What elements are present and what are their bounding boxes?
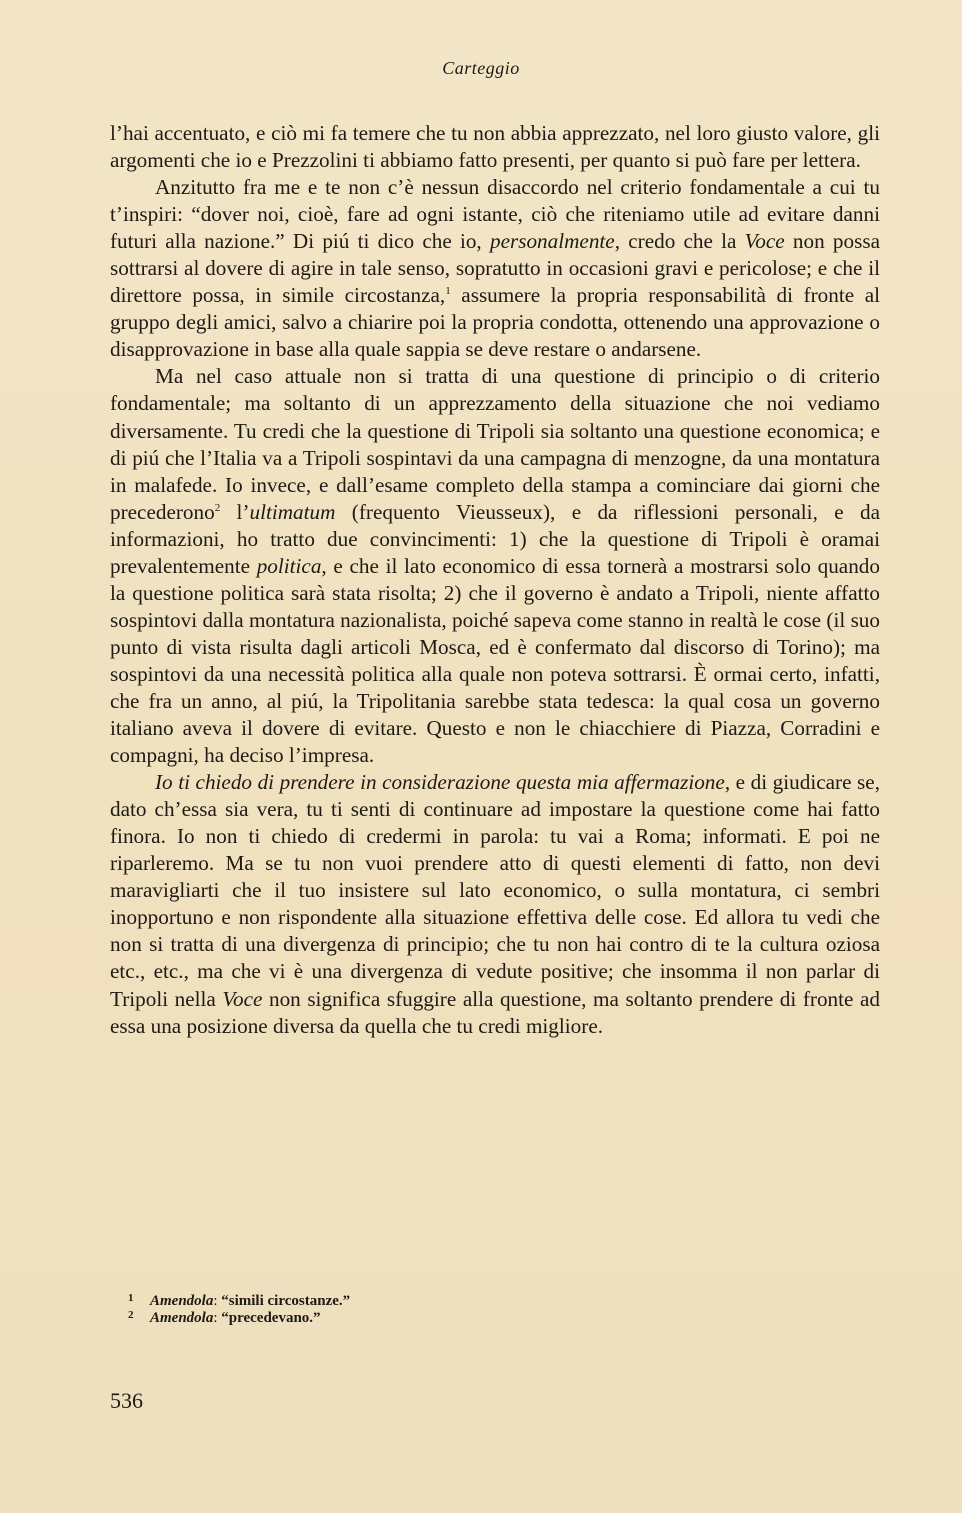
paragraph-4: Io ti chiedo di prendere in considerazione questa mia affermazione, e di giudicare se, dato ch’essa sia vera, tu ti senti di continuare ad impostare la questione come hai fatto finora. Io non ti chiedo di credermi in parola: tu vai a Roma; informati. E poi ne riparleremo. Ma se tu non vuoi prendere atto di questi elementi di fatto, non devi maravigliarti che il tuo insistere sul lato economico, o sulla montatura, ci sembri inopportuno e non rispondente alla situazione effettiva delle cose. Ed allora tu vedi che non si tratta di una divergenza di principio; che tu non hai contro di te la cultura oziosa etc., etc., ma che vi è una divergenza di vedute positive; che insomma il non parlar di Tripoli nella Voce non significa sfuggire alla questione, ma soltanto prendere di fronte ad essa una posizione diversa da quella che tu credi migliore. <box>110 770 880 1038</box>
footnote-number: 2 <box>128 1309 134 1321</box>
footnote: 1 Amendola: “simili circostanze.” <box>128 1292 351 1309</box>
paragraph-2: Anzitutto fra me e te non c’è nessun disaccordo nel criterio fondamentale a cui tu t’inspiri: “dover noi, cioè, fare ad ogni istante, ciò che riteniamo utile ad evitare danni futuri alla nazione.” Di piú ti dico che io, personalmente, credo che la Voce non possa sottrarsi al dovere di agire in tale senso, sopratutto in occasioni gravi e pericolose; e che il direttore possa, in simile circostanza,$^1$ assumere la propria responsabilità di fronte al gruppo degli amici, salvo a chiarire poi la propria condotta, ottenendo una approvazione o disapprovazione in base alla quale sappia se deve restare o andarsene. <box>110 175 880 362</box>
footnote-text: “simili circostanze.” <box>221 1293 351 1309</box>
footnote-author: Amendola <box>150 1293 214 1309</box>
emphasis-personalmente: personalmente <box>489 229 615 254</box>
paragraph-3: Ma nel caso attuale non si tratta di una questione di principio o di criterio fondamentale; ma soltanto di un apprezzamento della situazione che noi vediamo diversamente. Tu credi che la questione di Tripoli sia soltanto una questione economica; e di piú che l’Italia va a Tripoli sospintavi da una campagna di menzogne, da una montatura in malafede. Io invece, e dall’esame completo della stampa a cominciare dai giorni che precederono$^2$ l’ultimatum (frequento Vieusseux), e da riflessioni personali, e da informazioni, ho tratto due convincimenti: 1) che la questione di Tripoli è oramai prevalentemente politica, e che il lato economico di essa tornerà a mostrarsi solo quando la questione politica sarà stata risolta; 2) che il governo è andato a Tripoli, niente affatto sospintovi dalla montatura nazionalista, poiché sapeva come stanno in realtà le cose (il suo punto di vista risulta dagli articoli Mosca, ed è confermato dal discorso di Torino); ma sospintovi da una necessità politica alla quale non poteva sottrarsi. È ormai certo, infatti, che fra un anno, al piú, la Tripolitania sarebbe stata tedesca: la qual cosa un governo italiano aveva il dovere di evitare. Questo e non le chiacchiere di Piazza, Corradini e compagni, ha deciso l’impresa. <box>110 364 880 768</box>
footnote-ref-1: 1 <box>445 285 451 298</box>
footnote: 2 Amendola: “precedevano.” <box>128 1309 321 1326</box>
running-header: Carteggio <box>442 58 520 78</box>
footnote-text: “precedevano.” <box>221 1310 321 1326</box>
footnote-number: 1 <box>128 1292 134 1304</box>
emphasis-ultimatum: ultimatum <box>249 499 336 524</box>
emphasis-request: Io ti chiedo di prendere in considerazione questa mia affermazione <box>155 770 725 795</box>
footnote-author: Amendola <box>150 1310 214 1326</box>
body-text <box>110 120 880 1040</box>
paragraph-1: l’hai accentuato, e ciò mi fa temere che tu non abbia apprezzato, nel loro giusto valore, gli argomenti che io e Prezzolini ti abbiamo fatto presenti, per quanto si può fare per lettera. <box>110 121 880 173</box>
emphasis-voce: Voce <box>744 229 785 254</box>
page-number: 536 <box>110 1388 143 1413</box>
emphasis-politica: politica <box>256 553 322 578</box>
footnote-ref-2: 2 <box>214 501 221 514</box>
footnotes <box>128 1292 650 1327</box>
emphasis-voce-2: Voce <box>222 986 263 1011</box>
